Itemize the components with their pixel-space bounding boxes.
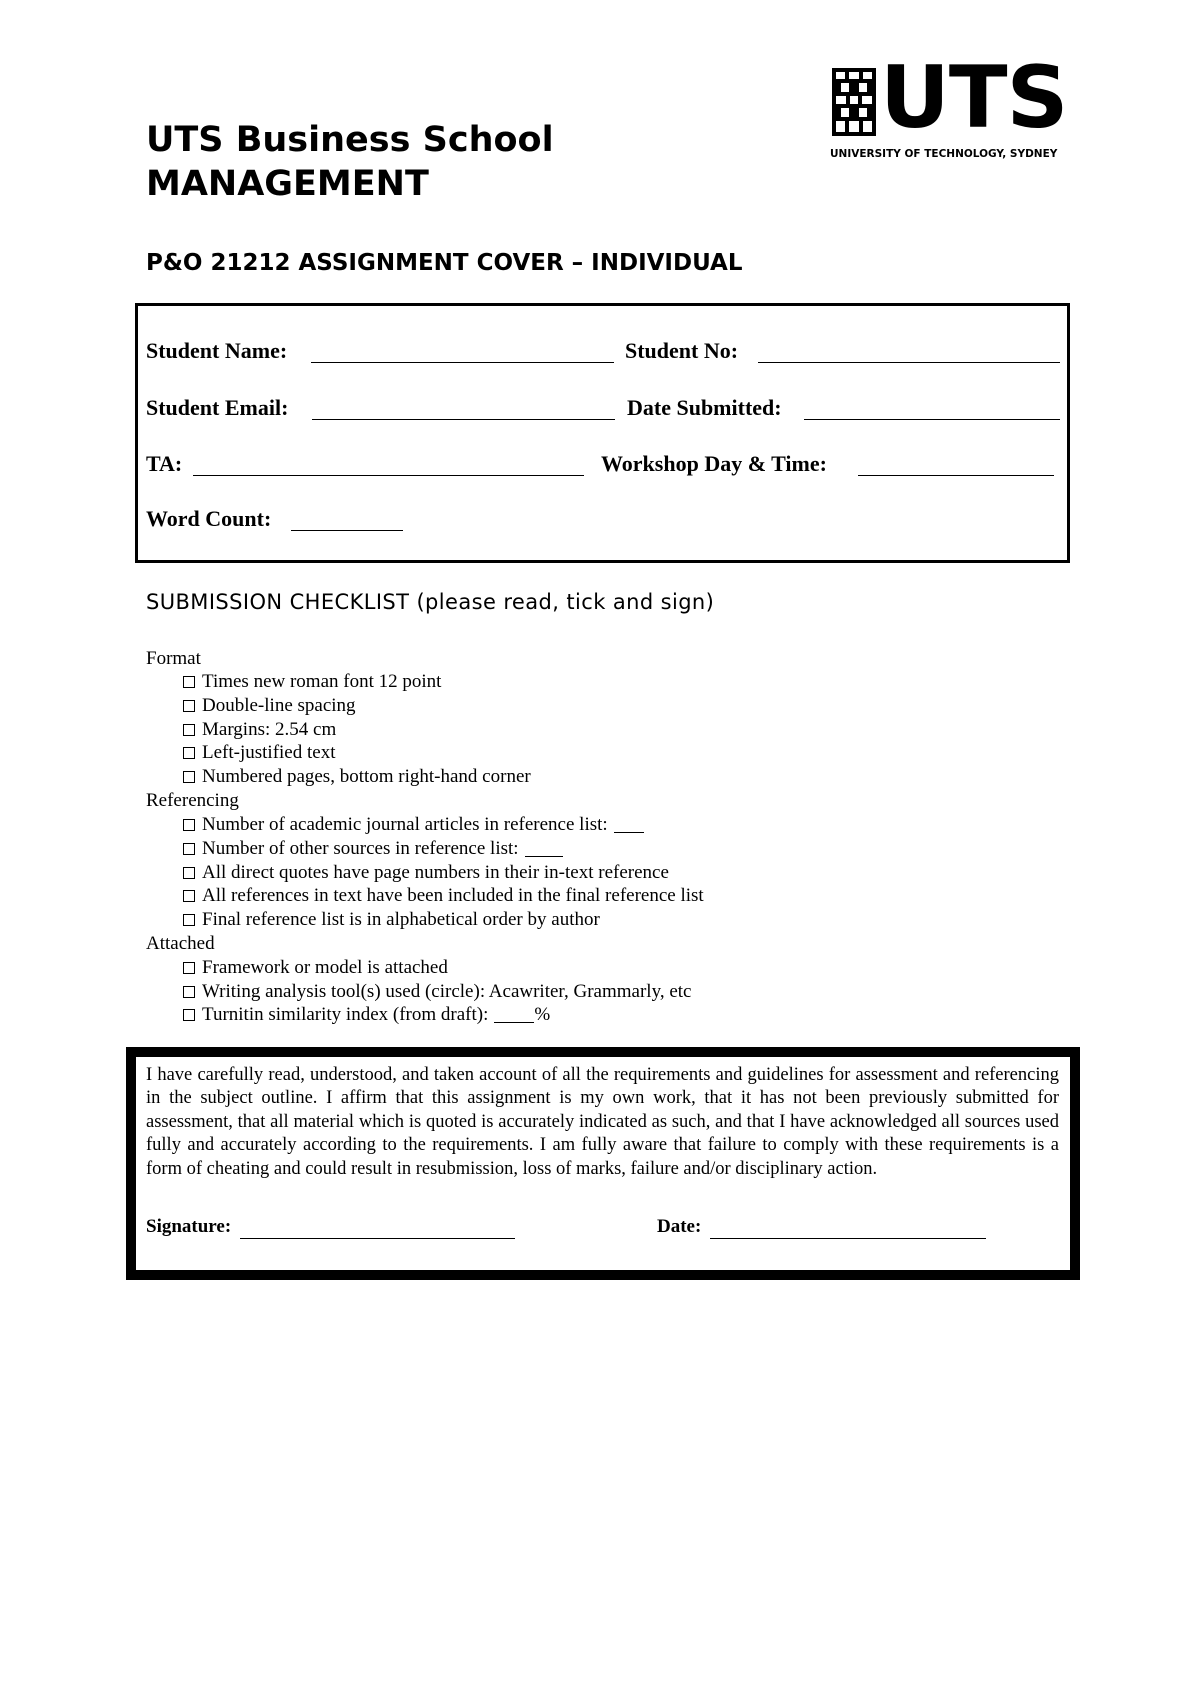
checkbox-icon[interactable] (183, 890, 195, 902)
signature-field[interactable] (240, 1238, 515, 1239)
checkbox-icon[interactable] (183, 914, 195, 926)
percent-sign: % (534, 1004, 551, 1025)
checkbox-icon[interactable] (183, 1009, 195, 1021)
workshop-label: Workshop Day & Time: (601, 451, 827, 476)
logo-subtext: UNIVERSITY OF TECHNOLOGY, SYDNEY (830, 148, 1058, 160)
other-sources-blank[interactable] (525, 840, 563, 857)
student-name-label: Student Name: (146, 338, 288, 363)
checkbox-icon[interactable] (183, 747, 195, 759)
logo-wordmark: UTS (880, 48, 1068, 148)
referencing-heading: Referencing (146, 790, 239, 811)
checklist-title: SUBMISSION CHECKLIST (please read, tick and sign) (146, 590, 715, 614)
date-submitted-field[interactable] (804, 419, 1060, 420)
format-heading: Format (146, 648, 201, 669)
ta-label: TA: (146, 451, 183, 476)
student-number-label: Student No: (625, 338, 739, 363)
checklist-item[interactable]: Double-line spacing (183, 694, 356, 718)
cover-title: P&O 21212 ASSIGNMENT COVER – INDIVIDUAL (146, 250, 743, 276)
checklist-item[interactable]: Left-justified text (183, 741, 335, 765)
checklist-item[interactable]: Margins: 2.54 cm (183, 718, 336, 742)
attached-heading: Attached (146, 933, 215, 954)
journal-count-blank[interactable] (614, 816, 644, 833)
ta-field[interactable] (193, 475, 584, 476)
department-name: MANAGEMENT (146, 164, 429, 204)
checkbox-icon[interactable] (183, 986, 195, 998)
signature-date-field[interactable] (710, 1238, 986, 1239)
school-title (146, 118, 554, 206)
checkbox-icon[interactable] (183, 962, 195, 974)
checklist-item[interactable]: Turnitin similarity index (from draft): % (183, 1003, 550, 1027)
school-name: UTS Business School (146, 120, 554, 160)
workshop-field[interactable] (858, 475, 1054, 476)
student-name-field[interactable] (311, 362, 614, 363)
checklist-item[interactable]: All direct quotes have page numbers in their in-text reference (183, 861, 669, 885)
word-count-field[interactable] (291, 530, 403, 531)
checklist-item[interactable]: Number of other sources in reference list: (183, 837, 563, 861)
student-email-label: Student Email: (146, 395, 289, 420)
checklist-item[interactable]: Final reference list is in alphabetical order by author (183, 908, 600, 932)
word-count-label: Word Count: (146, 506, 272, 531)
checklist-item[interactable]: Framework or model is attached (183, 956, 448, 980)
checklist-item[interactable]: Writing analysis tool(s) used (circle): Acawriter, Grammarly, etc (183, 980, 691, 1004)
checkbox-icon[interactable] (183, 843, 195, 855)
checkbox-icon[interactable] (183, 724, 195, 736)
student-number-field[interactable] (758, 362, 1060, 363)
checklist-item[interactable]: Times new roman font 12 point (183, 670, 441, 694)
student-email-field[interactable] (312, 419, 615, 420)
checklist-item[interactable]: Number of academic journal articles in reference list: (183, 813, 644, 837)
similarity-index-blank[interactable] (494, 1006, 534, 1023)
checkbox-icon[interactable] (183, 771, 195, 783)
checkbox-icon[interactable] (183, 676, 195, 688)
signature-date-label: Date: (657, 1216, 702, 1237)
checklist-item[interactable]: All references in text have been included in the final reference list (183, 884, 704, 908)
checkbox-icon[interactable] (183, 867, 195, 879)
checkbox-icon[interactable] (183, 700, 195, 712)
checklist-item[interactable]: Numbered pages, bottom right-hand corner (183, 765, 531, 789)
checkbox-icon[interactable] (183, 819, 195, 831)
date-submitted-label: Date Submitted: (627, 395, 782, 420)
declaration-text: I have carefully read, understood, and taken account of all the requirements and guidelines for assessment and referencing in the subject outline. I affirm that this assignment is my own work, that it has not been previously submitted for assessment, that all material which is quoted is accurately indicated as such, and that I have acknowledged all sources used fully and accurately according to the requirements. I am fully aware that failure to comply with these requirements is a form of cheating and could result in resubmission, loss of marks, failure and/or disciplinary action. (146, 1065, 1059, 1179)
signature-label: Signature: (146, 1216, 232, 1237)
uts-logo (830, 48, 1070, 166)
